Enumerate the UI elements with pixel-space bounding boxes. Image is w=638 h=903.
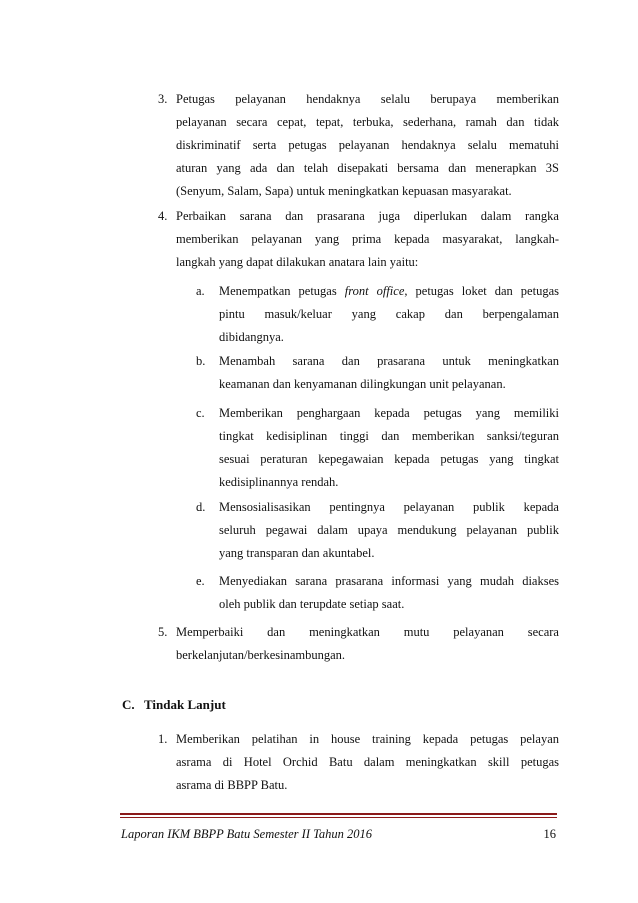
text-line: Memberikan penghargaan kepada petugas yang memiliki (219, 406, 559, 420)
text-segment: , petugas loket dan petugas (404, 284, 559, 298)
list-number: 5. (158, 625, 168, 639)
text-line: diskriminatif serta petugas pelayanan hendaknya selalu mematuhi (176, 138, 559, 152)
list-number: 3. (158, 92, 168, 106)
text-line: pintu masuk/keluar yang cakap dan berpengalaman (219, 307, 559, 321)
section-heading (122, 695, 226, 715)
list-item-4 (158, 205, 559, 274)
text-line: Menyediakan sarana prasarana informasi yang mudah diakses (219, 574, 559, 588)
sub-item-b (196, 350, 559, 396)
text-line: kedisiplinannya rendah. (219, 475, 339, 489)
text-line: berkelanjutan/berkesinambungan. (176, 648, 346, 662)
text-line: Memberikan pelatihan in house training kepada petugas pelayan (176, 732, 559, 746)
sub-item-e (196, 570, 559, 616)
text-line: (Senyum, Salam, Sapa) untuk meningkatkan kepuasan masyarakat. (176, 184, 512, 198)
text-line: Memperbaiki dan meningkatkan mutu pelayanan secara (176, 625, 559, 639)
page-number: 16 (543, 827, 556, 841)
text-line: Menambah sarana dan prasarana untuk meningkatkan (219, 354, 559, 368)
text-line: Perbaikan sarana dan prasarana juga diperlukan dalam rangka (176, 209, 559, 223)
list-number: 1. (158, 732, 168, 746)
text-line: asrama di BBPP Batu. (176, 778, 288, 792)
text-line: aturan yang ada dan telah disepakati bersama dan menerapkan 3S (176, 161, 559, 175)
text-line: Petugas pelayanan hendaknya selalu berupaya memberikan (176, 92, 559, 106)
text-line (219, 280, 559, 303)
followup-item-1 (158, 728, 559, 797)
text-line: sesuai peraturan kepegawaian kepada petugas yang tingkat (219, 452, 559, 466)
footer-rule-thick (120, 813, 557, 815)
sub-item-a (196, 280, 559, 349)
text-segment: Menempatkan petugas (219, 284, 345, 298)
list-letter: d. (196, 500, 206, 514)
list-letter: c. (196, 406, 205, 420)
footer-rule-thin (120, 817, 557, 818)
text-line: keamanan dan kenyamanan dilingkungan unit pelayanan. (219, 377, 506, 391)
text-line: tingkat kedisiplinan tinggi dan memberikan sanksi/teguran (219, 429, 559, 443)
sub-item-d (196, 496, 559, 565)
list-item-5 (158, 621, 559, 667)
text-line: langkah yang dapat dilakukan anatara lain yaitu: (176, 255, 419, 269)
text-line: dibidangnya. (219, 330, 284, 344)
section-title: Tindak Lanjut (144, 697, 226, 712)
footer-text: Laporan IKM BBPP Batu Semester II Tahun 2016 (121, 827, 373, 841)
list-letter: a. (196, 284, 205, 298)
text-line: Mensosialisasikan pentingnya pelayanan publik kepada (219, 500, 559, 514)
text-line: oleh publik dan terupdate setiap saat. (219, 597, 405, 611)
text-line: yang transparan dan akuntabel. (219, 546, 375, 560)
list-letter: e. (196, 574, 205, 588)
text-line: pelayanan secara cepat, tepat, terbuka, sederhana, ramah dan tidak (176, 115, 559, 129)
section-label: C. (122, 697, 135, 712)
list-item-3 (158, 88, 559, 203)
text-line: memberikan pelayanan yang prima kepada masyarakat, langkah- (176, 232, 559, 246)
list-number: 4. (158, 209, 168, 223)
italic-term: front office (344, 284, 405, 298)
list-letter: b. (196, 354, 206, 368)
text-line: asrama di Hotel Orchid Batu dalam meningkatkan skill petugas (176, 755, 559, 769)
text-line: seluruh pegawai dalam upaya mendukung pelayanan publik (219, 523, 559, 537)
sub-item-c (196, 402, 559, 494)
